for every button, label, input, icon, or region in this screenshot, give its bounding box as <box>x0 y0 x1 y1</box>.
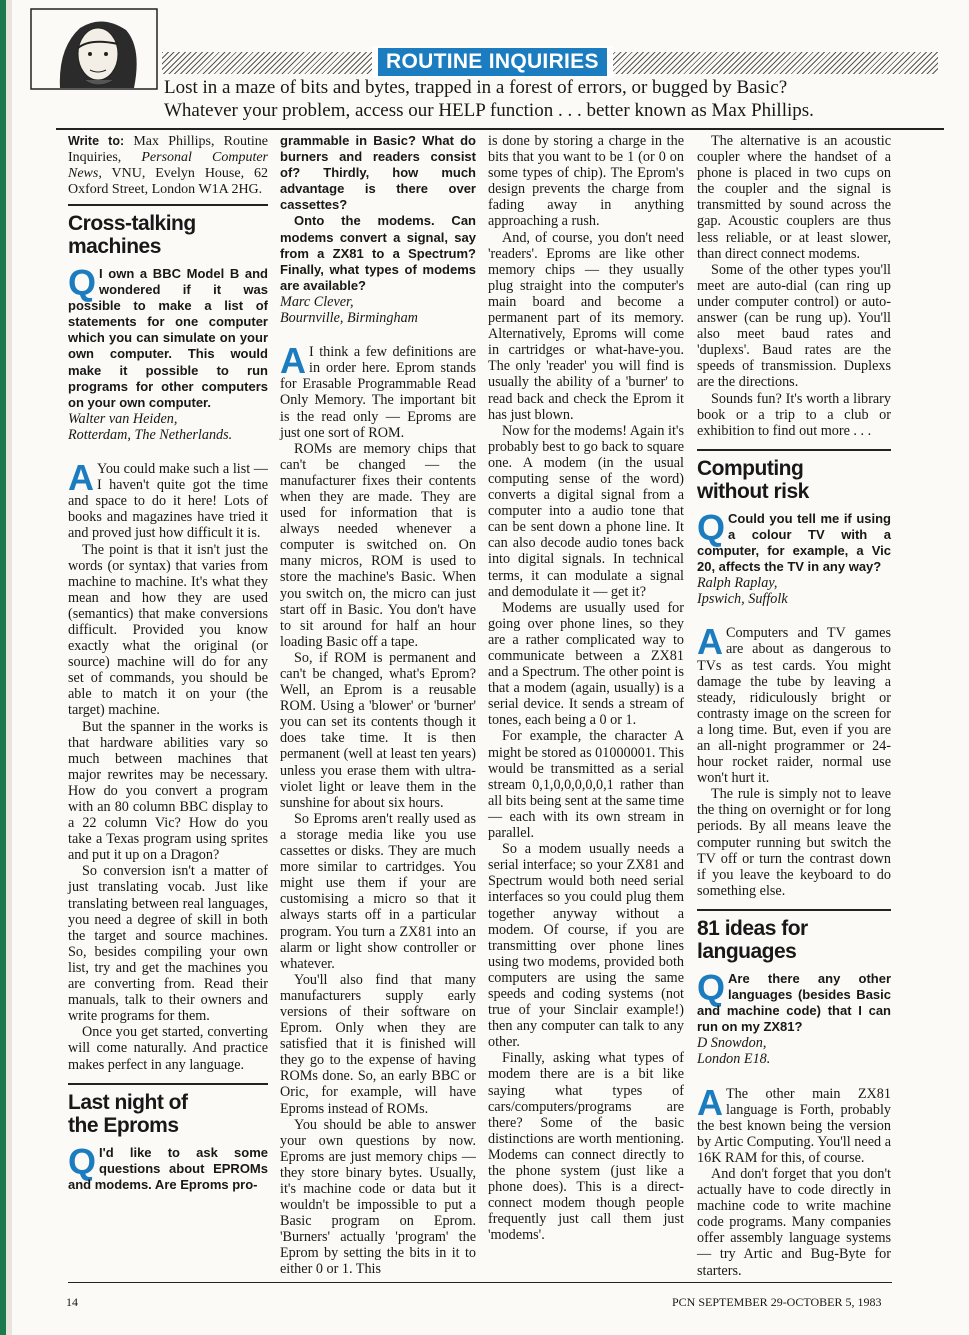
article1-heading <box>68 212 268 258</box>
article4-question: Are there any other languages (besides Basic and machine code) that I can run on my ZX81? <box>697 970 891 1035</box>
article2-answer-p6: You should be able to answer your own questions by now. Eproms are just memory chips — they store binary bytes. Usually, it's machine code or data but it wouldn't be impossible to put a Basic program on Eprom. 'Burners' actually 'program' the Eprom by setting the bits in it to either 0 or 1. This <box>280 1116 476 1278</box>
portrait-illustration <box>30 8 158 90</box>
article2-answer-p10: Modems are usually used for going over phone lines, so they are a rather complicated way to communicate between a ZX81 and a Spectrum. The other point is that a modem (again, usually) is a serial device. It sends a stream of tones, each being a 0 or 1. <box>488 599 684 729</box>
article3-signoff-name: Ralph Raplay, <box>697 575 778 592</box>
column-4 <box>697 133 891 1279</box>
article1-signoff-name: Walter van Heiden, <box>68 410 178 427</box>
question-dropcap: Q <box>697 966 726 1008</box>
divider <box>68 204 268 206</box>
article2-answer-p3: So, if ROM is permanent and can't be changed, what's Eprom? Well, an Eprom is a reusable ROM. Using a 'blower' or 'burner' you can set its contents though it does take time. It is then permanent (well at least ten years) unless you erase them with ultra-violet light or leave them in the sunshine for about six hours. <box>280 649 476 811</box>
article3-heading-line1: Computing <box>697 456 804 480</box>
article2-heading <box>68 1091 268 1137</box>
article2-answer-p1: I think a few definitions are in order here. Eprom stands for Erasable Programmable Read Only Memory. The important bit is the read only — Eproms are just one sort of ROM. <box>280 344 476 441</box>
article2-answer-p4: So Eproms aren't really used as a storage media like you use cassettes or disks. They are much more similar to cartridges. You might use them if your are customising a micro so that it always starts off in a particular program. You turn a ZX81 into an alarm or light show controller or whatever. <box>280 810 476 972</box>
article2-answer-p5: You'll also find that many manufacturers supply early versions of their software on Eprom. Only when they are satisfied that it is finished will they go to the expense of having ROMs done. So, an early BBC or Oric, for example, will have Eproms instead of ROMs. <box>280 971 476 1117</box>
write-to-line2: VNU, Evelyn House, 62 Oxford Street, London W1A 2HG. <box>68 166 269 197</box>
divider <box>697 449 891 451</box>
column-1 <box>68 133 268 1193</box>
article1-heading-line1: Cross-talking <box>68 212 196 235</box>
article3-heading <box>697 457 891 503</box>
article2-heading-line2: the Eproms <box>68 1113 179 1137</box>
write-to-publication: Personal Computer News, <box>68 150 268 181</box>
header-rule <box>56 128 944 130</box>
intro-text <box>164 76 934 122</box>
divider <box>68 1083 268 1085</box>
article4-heading <box>697 917 891 963</box>
section-tag: ROUTINE INQUIRIES <box>378 48 607 76</box>
article2-answer-p7: is done by storing a charge in the bits that you want to be 1 (or 0 on some types of chip). The Eprom's design prevents the charge from fading away in anything approaching a rush. <box>488 133 684 230</box>
answer-dropcap: A <box>68 457 94 499</box>
article4-answer-p2: And don't forget that you don't actually have to code directly in machine code to write machine code programs. Many companies offer assembly language systems — try Artic and Bug-Byte for starters. <box>697 1165 891 1279</box>
write-to-line1: Max Phillips, Routine Inquiries, <box>68 134 268 165</box>
article2-heading-line1: Last night of <box>68 1090 188 1114</box>
page-header <box>30 8 940 128</box>
article2-answer-p13: Finally, asking what types of modem there are is a bit like saying what types of cars/computers/programs are there? Some of the basic distinctions are worth mentioning. Modems can connect directly to the phone system (just like a phone does). This is a direct-connect modem though people frequently just call them just 'modems'. <box>488 1050 684 1244</box>
article2-answer-p15: Some of the other types you'll meet are auto-dial (can ring up under computer control) or auto-answer (can be rung up). You'll also meet baud rates and 'duplexs'. Baud rates are the speeds of transmission. Duplexs are the directions. <box>697 261 891 391</box>
answer-dropcap: A <box>280 340 306 382</box>
divider <box>697 909 891 911</box>
article2-signoff-name: Marc Clever, <box>280 293 354 310</box>
article2-answer-p8: And, of course, you don't need 'readers'. Eproms are like other memory chips — they usually plug straight into the computer's main board and become a permanent part of its memory. Alternatively, Eproms will come in cartridges or what-have-you. The only 'reader' you will find is usually the ability of a 'burner' to read back and check the Eprom it has just blown. <box>488 229 684 423</box>
write-to-block <box>68 133 268 198</box>
article2-question-p2: Onto the modems. Can modems convert a signal, say from a ZX81 to a Spectrum? Finally, what types of modems are available? <box>280 213 476 293</box>
question-dropcap: Q <box>697 506 726 548</box>
article2-answer-p12: So a modem usually needs a serial interface; so your ZX81 and Spectrum would both need serial interfaces so you could plug them together anyway without a modem. Of course, if you are transmitting over phone lines using two modems, provided both computers are using the same speeds and coding systems (not true of your Sinclair example!) then any computer can talk to any other. <box>488 841 684 1051</box>
article2-question-start: I'd like to ask some questions about EPROMs and modems. Are Eproms pro- <box>68 1144 268 1192</box>
article2-answer-p14: The alternative is an acoustic coupler where the handset of a phone is placed in two cups on the coupler and the signal is transmitted by sound across the gap. Acoustic couplers are thus less reliable, or at least slower, than direct connect modems. <box>697 133 891 262</box>
intro-line-2: Whatever your problem, access our HELP function . . . better known as Max Phillips. <box>164 100 814 121</box>
section-tag-box <box>372 46 613 78</box>
article2-answer-p9: Now for the modems! Again it's probably best to go back to square one. A modem (in the usual computing sense of the word) converts a digital signal from a computer into a audio tone that can be sent down a phone line. It can also decode audio tones back into digital signals. In technical terms, it can modulate a signal and demodulate it — get it? <box>488 422 684 600</box>
footer-rule <box>68 1282 892 1283</box>
question-dropcap: Q <box>68 1140 97 1182</box>
write-to-label: Write to: <box>68 134 125 148</box>
article4-signoff-place: London E18. <box>697 1051 771 1068</box>
article2-question-cont: grammable in Basic? What do burners and readers consist of? Thirdly, how much advantage is there over cassettes? <box>280 133 476 213</box>
article1-answer-p1: You could make such a list — I haven't quite got the time and space to do it here! Lots of books and magazines have tried it and proved just how difficult it is. <box>68 461 268 542</box>
article3-signoff-place: Ipswich, Suffolk <box>697 591 788 608</box>
article4-heading-line2: languages <box>697 939 797 963</box>
article2-signoff-place: Bournville, Birmingham <box>280 310 418 327</box>
page-number: 14 <box>66 1295 78 1309</box>
answer-dropcap: A <box>697 1081 723 1123</box>
column-3 <box>488 133 684 1243</box>
column-2 <box>280 133 476 1278</box>
intro-line-1: Lost in a maze of bits and bytes, trapped in a forest of errors, or bugged by Basic? <box>164 77 788 98</box>
article2-answer-p16: Sounds fun? It's worth a library book or a trip to a club or exhibition to find out more . . . <box>697 390 891 439</box>
article1-answer-p5: Once you get started, converting will come naturally. And practice makes perfect in any language. <box>68 1024 268 1073</box>
article3-answer-p2: The rule is simply not to leave the thing on overnight or for long periods. By all means leave the computer running but switch the TV off or turn the contrast down if you leave the keyboard to do something else. <box>697 786 891 899</box>
issue-line: PCN SEPTEMBER 29-OCTOBER 5, 1983 <box>672 1295 882 1309</box>
answer-dropcap: A <box>697 621 723 663</box>
article2-answer-p11: For example, the character A might be stored as 01000001. This would be transmitted as a serial stream 0,1,0,0,0,0,0,1 rather than all bits being sent at the same time — each with its own stream in parallel. <box>488 728 684 842</box>
article1-answer-p3: But the spanner in the works is that hardware abilities vary so much between machines that major rewrites may be necessary. How do you convert a program with an 80 column BBC display to a 22 column Vic? How do you take a Texas program using sprites and put it up on a Dragon? <box>68 718 268 864</box>
article1-question: I own a BBC Model B and wondered if it was possible to make a list of statements for one computer which you can simulate on your own computer. This would make it possible to run programs for other computers on your own computer. <box>68 266 268 410</box>
article4-heading-line1: 81 ideas for <box>697 916 808 940</box>
article1-answer-p2: The point is that it isn't just the words (or syntax) that varies from machine to machine. It's what they mean and how they are used (semantics) that make conversions difficult. Provided you know exactly what the original (or source) machine will do for any set of commands, you should be able to match it on your (the target) machine. <box>68 541 268 719</box>
article2-answer-p2: ROMs are memory chips that can't be changed — the manufacturer fixes their contents when they are made. They are used for information that is always needed whenever a computer is switched on. On many micros, ROM is used to store the machine's Basic. When you switch on, the micro can just start off in Basic. You don't have to sit around for half an hour loading Basic off a tape. <box>280 440 476 650</box>
page-edge <box>0 0 12 1335</box>
article4-answer-p1: The other main ZX81 language is Forth, probably the best known being the version by Artic Computing. You'll need a 16K RAM for this, of course. <box>697 1085 891 1166</box>
article3-answer-p1: Computers and TV games are about as dangerous to TVs as test cards. You might damage the tube by leaving a steady, ridiculously bright or contrasty image on the screen for a long time. But, even if you are an all-night programmer or 24-hour rocket raider, normal use won't hurt it. <box>697 625 891 787</box>
article1-heading-line2: machines <box>68 235 161 258</box>
article1-answer-p4: So conversion isn't a matter of just translating vocab. Just like translating between real languages, you need a degree of skill in both the target and source machines. So, besides compiling your own list, try and get the machines you are converting from. Read their manuals, talk to their owners and write programs for them. <box>68 863 268 1025</box>
question-dropcap: Q <box>68 262 97 303</box>
article1-signoff-place: Rotterdam, The Netherlands. <box>68 426 233 443</box>
article3-question: Could you tell me if using a colour TV with a computer, for example, a Vic 20, affects the TV in any way? <box>697 510 891 575</box>
article4-signoff-name: D Snowdon, <box>697 1035 767 1052</box>
article3-heading-line2: without risk <box>697 479 809 503</box>
